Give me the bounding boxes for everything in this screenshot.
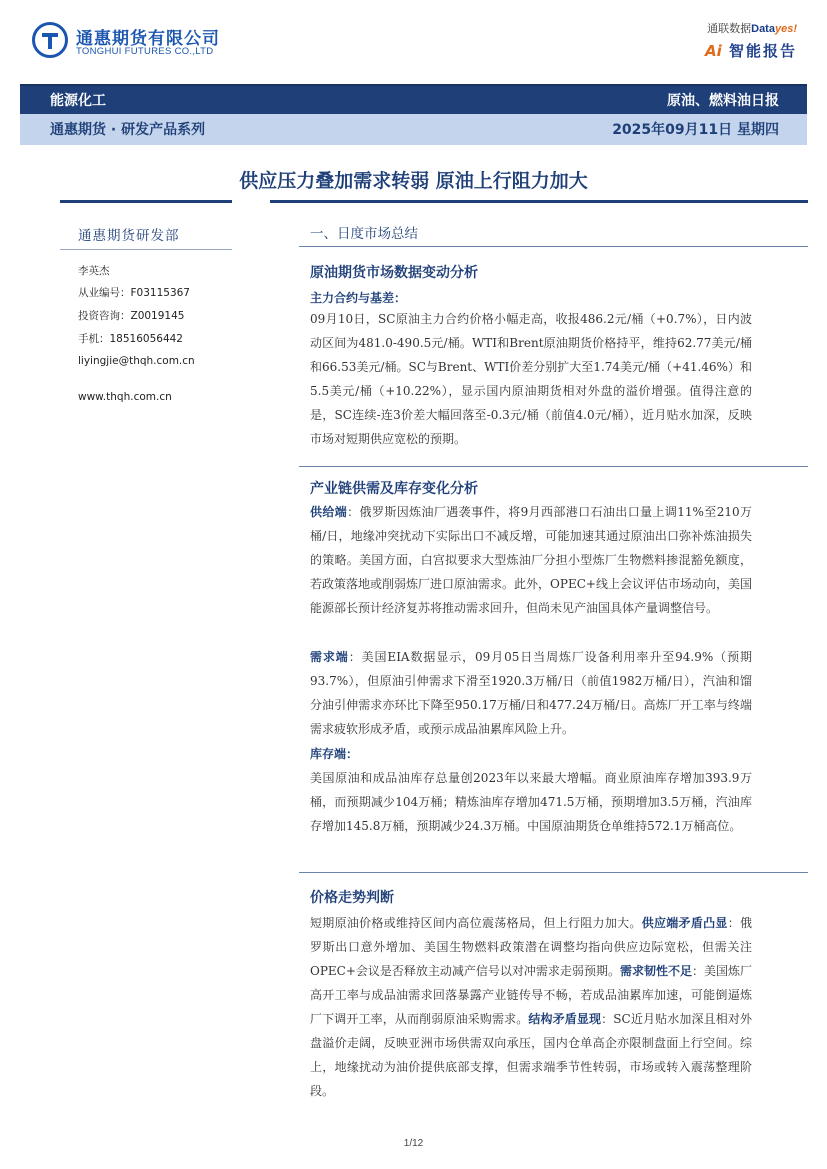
- judge-label-demand: 需求韧性不足: [619, 964, 692, 978]
- cert-number: [78, 285, 190, 300]
- judge-text-structure: ：SC近月贴水加深且相对外盘溢价走阔，反映亚洲市场供需双向承压，国内仓单高企亦限制盘面上行空间。综上，地缘扰动为油价提供底部支撑，但需求端季节性转弱，市场或转入震荡整理阶段。: [310, 1012, 752, 1098]
- sidebar-divider: [60, 249, 232, 250]
- website-link[interactable]: www.thqh.com.cn: [78, 391, 172, 403]
- label-inventory: 库存端：: [310, 747, 359, 761]
- title-divider-right: [270, 200, 808, 203]
- advisor-value: Z0019145: [130, 310, 185, 322]
- supply-label: 供给端: [310, 505, 348, 519]
- subsection-title-price: 价格走势判断: [310, 890, 394, 906]
- paragraph-demand: [310, 645, 752, 741]
- subsection-title-supply-chain: 产业链供需及库存变化分析: [310, 481, 478, 497]
- phone-value: 18516056442: [109, 333, 183, 345]
- analyst-name: 李英杰: [78, 265, 110, 277]
- advisor-label: 投资咨询：: [78, 310, 131, 322]
- report-title: 供应压力叠加需求转弱 原油上行阻力加大: [239, 170, 588, 192]
- sidebar-dept: 通惠期货研发部: [78, 228, 180, 244]
- section-divider: [299, 246, 808, 247]
- company-name-en: TONGHUI FUTURES CO.,LTD: [76, 46, 214, 57]
- judge-label-supply: 供应端矛盾凸显: [641, 916, 728, 930]
- paragraph-price-judgement: [310, 911, 752, 1103]
- demand-label: 需求端: [310, 650, 349, 664]
- ai-mark: Ai: [704, 42, 722, 60]
- section-divider: [299, 872, 808, 873]
- report-type-label: 原油、燃料油日报: [667, 93, 779, 109]
- section-heading: 一、日度市场总结: [310, 226, 418, 242]
- phone-number: [78, 331, 183, 346]
- series-label: 通惠期货 · 研发产品系列: [50, 122, 206, 138]
- company-name-cn: 通惠期货有限公司: [76, 29, 220, 49]
- datayes-prefix: 通联数据: [707, 23, 752, 35]
- supply-text: ：俄罗斯因炼油厂遇袭事件，将9月西部港口石油出口量上调11%至210万桶/日，地缘冲突扰动下实际出口不减反增，可能加速其通过原油出口弥补炼油损失的策略。美国方面，白宫拟要求大型炼油厂分担小型炼厂生物燃料掺混豁免额度，若政策落地或削弱炼厂进口原油需求。此外，OPEC+线上会议评估市场动向，美国能源部长预计经济复苏将推动需求回升，但尚未见产油国具体产量调整信号。: [310, 505, 752, 615]
- ai-report-text: 智能报告: [728, 42, 797, 60]
- paragraph-inventory: 美国原油和成品油库存总量创2023年以来最大增幅。商业原油库存增加393.9万桶，而预期减少104万桶；精炼油库存增加471.5万桶，预期增加3.5万桶，汽油库存增加145.8万桶，预期减少24.3万桶。中国原油期货仓单维持572.1万桶高位。: [310, 771, 752, 833]
- label-basis: 主力合约与基差：: [310, 291, 407, 305]
- company-logo-icon: [32, 22, 68, 58]
- email-link[interactable]: liyingjie@thqh.com.cn: [78, 355, 195, 367]
- datayes-brand: Data: [751, 23, 775, 35]
- paragraph-supply: [310, 500, 752, 620]
- demand-text: ：美国EIA数据显示，09月05日当周炼厂设备利用率升至94.9%（预期93.7%），但原油引伸需求下滑至1920.3万桶/日（前值1982万桶/日），汽油和馏分油引伸需求亦环比下降至950.17万桶/日和477.24万桶/日。高炼厂开工率与终端需求疲软形成矛盾，或预示成品油累库风险上升。: [310, 650, 752, 736]
- advisor-number: [78, 308, 184, 323]
- phone-label: 手机：: [78, 333, 110, 345]
- ai-report-logo: [705, 40, 797, 61]
- cert-label: 从业编号：: [78, 287, 131, 299]
- series-band: [20, 114, 807, 145]
- judge-label-structure: 结构矛盾显现: [528, 1012, 602, 1026]
- datayes-logo: [707, 20, 797, 36]
- title-divider-left: [60, 200, 232, 203]
- report-date: 2025年09月11日 星期四: [612, 122, 779, 138]
- category-band: [20, 84, 807, 114]
- category-label: 能源化工: [50, 93, 106, 109]
- judge-text-supply: ：俄罗斯出口意外增加、美国生物燃料政策潜在调整均指向供应边际宽松，但需关注OPEC+会议是否释放主动减产信号以对冲需求走弱预期。: [310, 916, 752, 978]
- page-number: 1/12: [403, 1138, 424, 1149]
- datayes-yes: yes!: [774, 23, 797, 35]
- judge-intro: 短期原油价格或维持区间内高位震荡格局，但上行阻力加大。: [310, 916, 642, 930]
- subsection-title-futures: 原油期货市场数据变动分析: [310, 265, 478, 281]
- section-divider: [299, 466, 808, 467]
- cert-value: F03115367: [130, 287, 190, 299]
- judge-text-demand: ：美国炼厂高开工率与成品油需求回落暴露产业链传导不畅，若成品油累库加速，可能倒逼炼厂下调开工率，从而削弱原油采购需求。: [310, 964, 752, 1026]
- paragraph-basis: 09月10日，SC原油主力合约价格小幅走高，收报486.2元/桶（+0.7%），日内波动区间为481.0-490.5元/桶。WTI和Brent原油期货价格持平，维持62.77美元/桶和66.53美元/桶。SC与Brent、WTI价差分别扩大至1.74美元/桶（+41.46%）和5.5美元/桶（+10.22%），显示国内原油期货相对外盘的溢价增强。值得注意的是，SC连续-连3价差大幅回落至-0.3元/桶（前值4.0元/桶），近月贴水加深，反映市场对短期供应宽松的预期。: [310, 312, 752, 446]
